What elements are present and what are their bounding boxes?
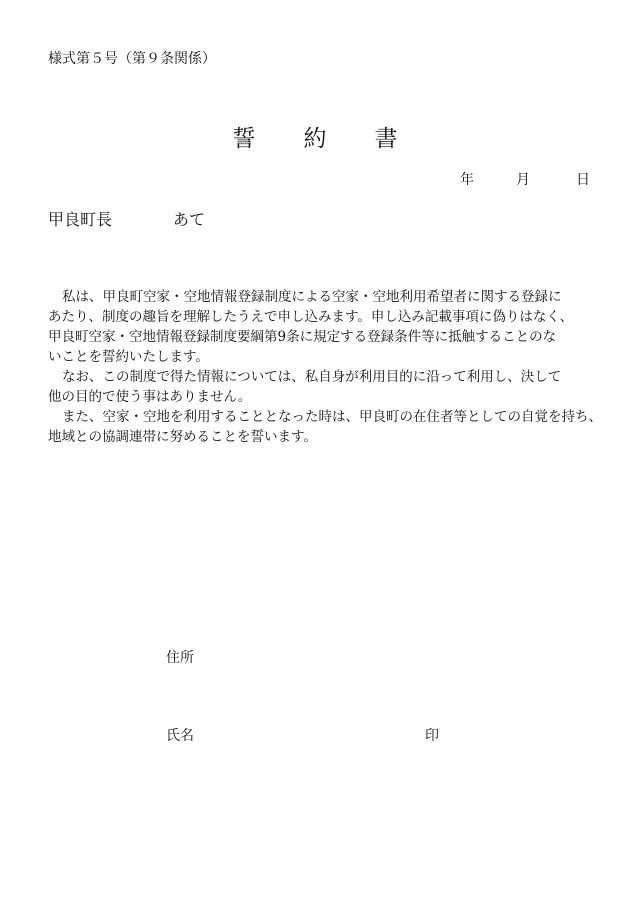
paragraph-2-line-1: なお、この制度で得た情報については、私自身が利用目的に沿って利用し、決して	[62, 369, 562, 385]
name-label: 氏名	[166, 728, 194, 744]
document-title	[0, 124, 630, 154]
paragraph-1-line-1: 私は、甲良町空家・空地情報登録制度による空家・空地利用希望者に関する登録に	[62, 289, 562, 305]
paragraph-2-line-2: 他の目的で使う事はありません。	[48, 389, 252, 405]
date-year-label: 年	[460, 172, 474, 188]
date-line	[460, 170, 590, 190]
title-char-2: 約	[303, 126, 327, 152]
title-char-3: 書	[374, 126, 398, 152]
date-month-label: 月	[516, 172, 530, 188]
title-char-1: 誓	[232, 126, 256, 152]
pledge-body	[48, 287, 600, 447]
address-label: 住所	[166, 650, 194, 666]
paragraph-1-line-2: あたり、制度の趣旨を理解したうえで申し込みます。申し込み記載事項に偽りはなく、	[48, 309, 574, 325]
seal-label: 印	[425, 728, 439, 744]
paragraph-3-line-2: 地域との協調連帯に努めることを誓います。	[48, 429, 317, 445]
paragraph-3-line-1: また、空家・空地を利用することとなった時は、甲良町の在住者等としての自覚を持ち、	[62, 409, 602, 425]
paragraph-1-line-4: いことを誓約いたします。	[48, 349, 209, 365]
date-day-label: 日	[576, 172, 590, 188]
addressee-name: 甲良町長	[48, 210, 113, 229]
paragraph-1-line-3: 甲良町空家・空地情報登録制度要綱第9条に規定する登録条件等に抵触することのな	[48, 329, 557, 345]
form-number: 様式第５号（第９条関係）	[48, 51, 216, 67]
addressee-suffix: あて	[173, 210, 206, 229]
